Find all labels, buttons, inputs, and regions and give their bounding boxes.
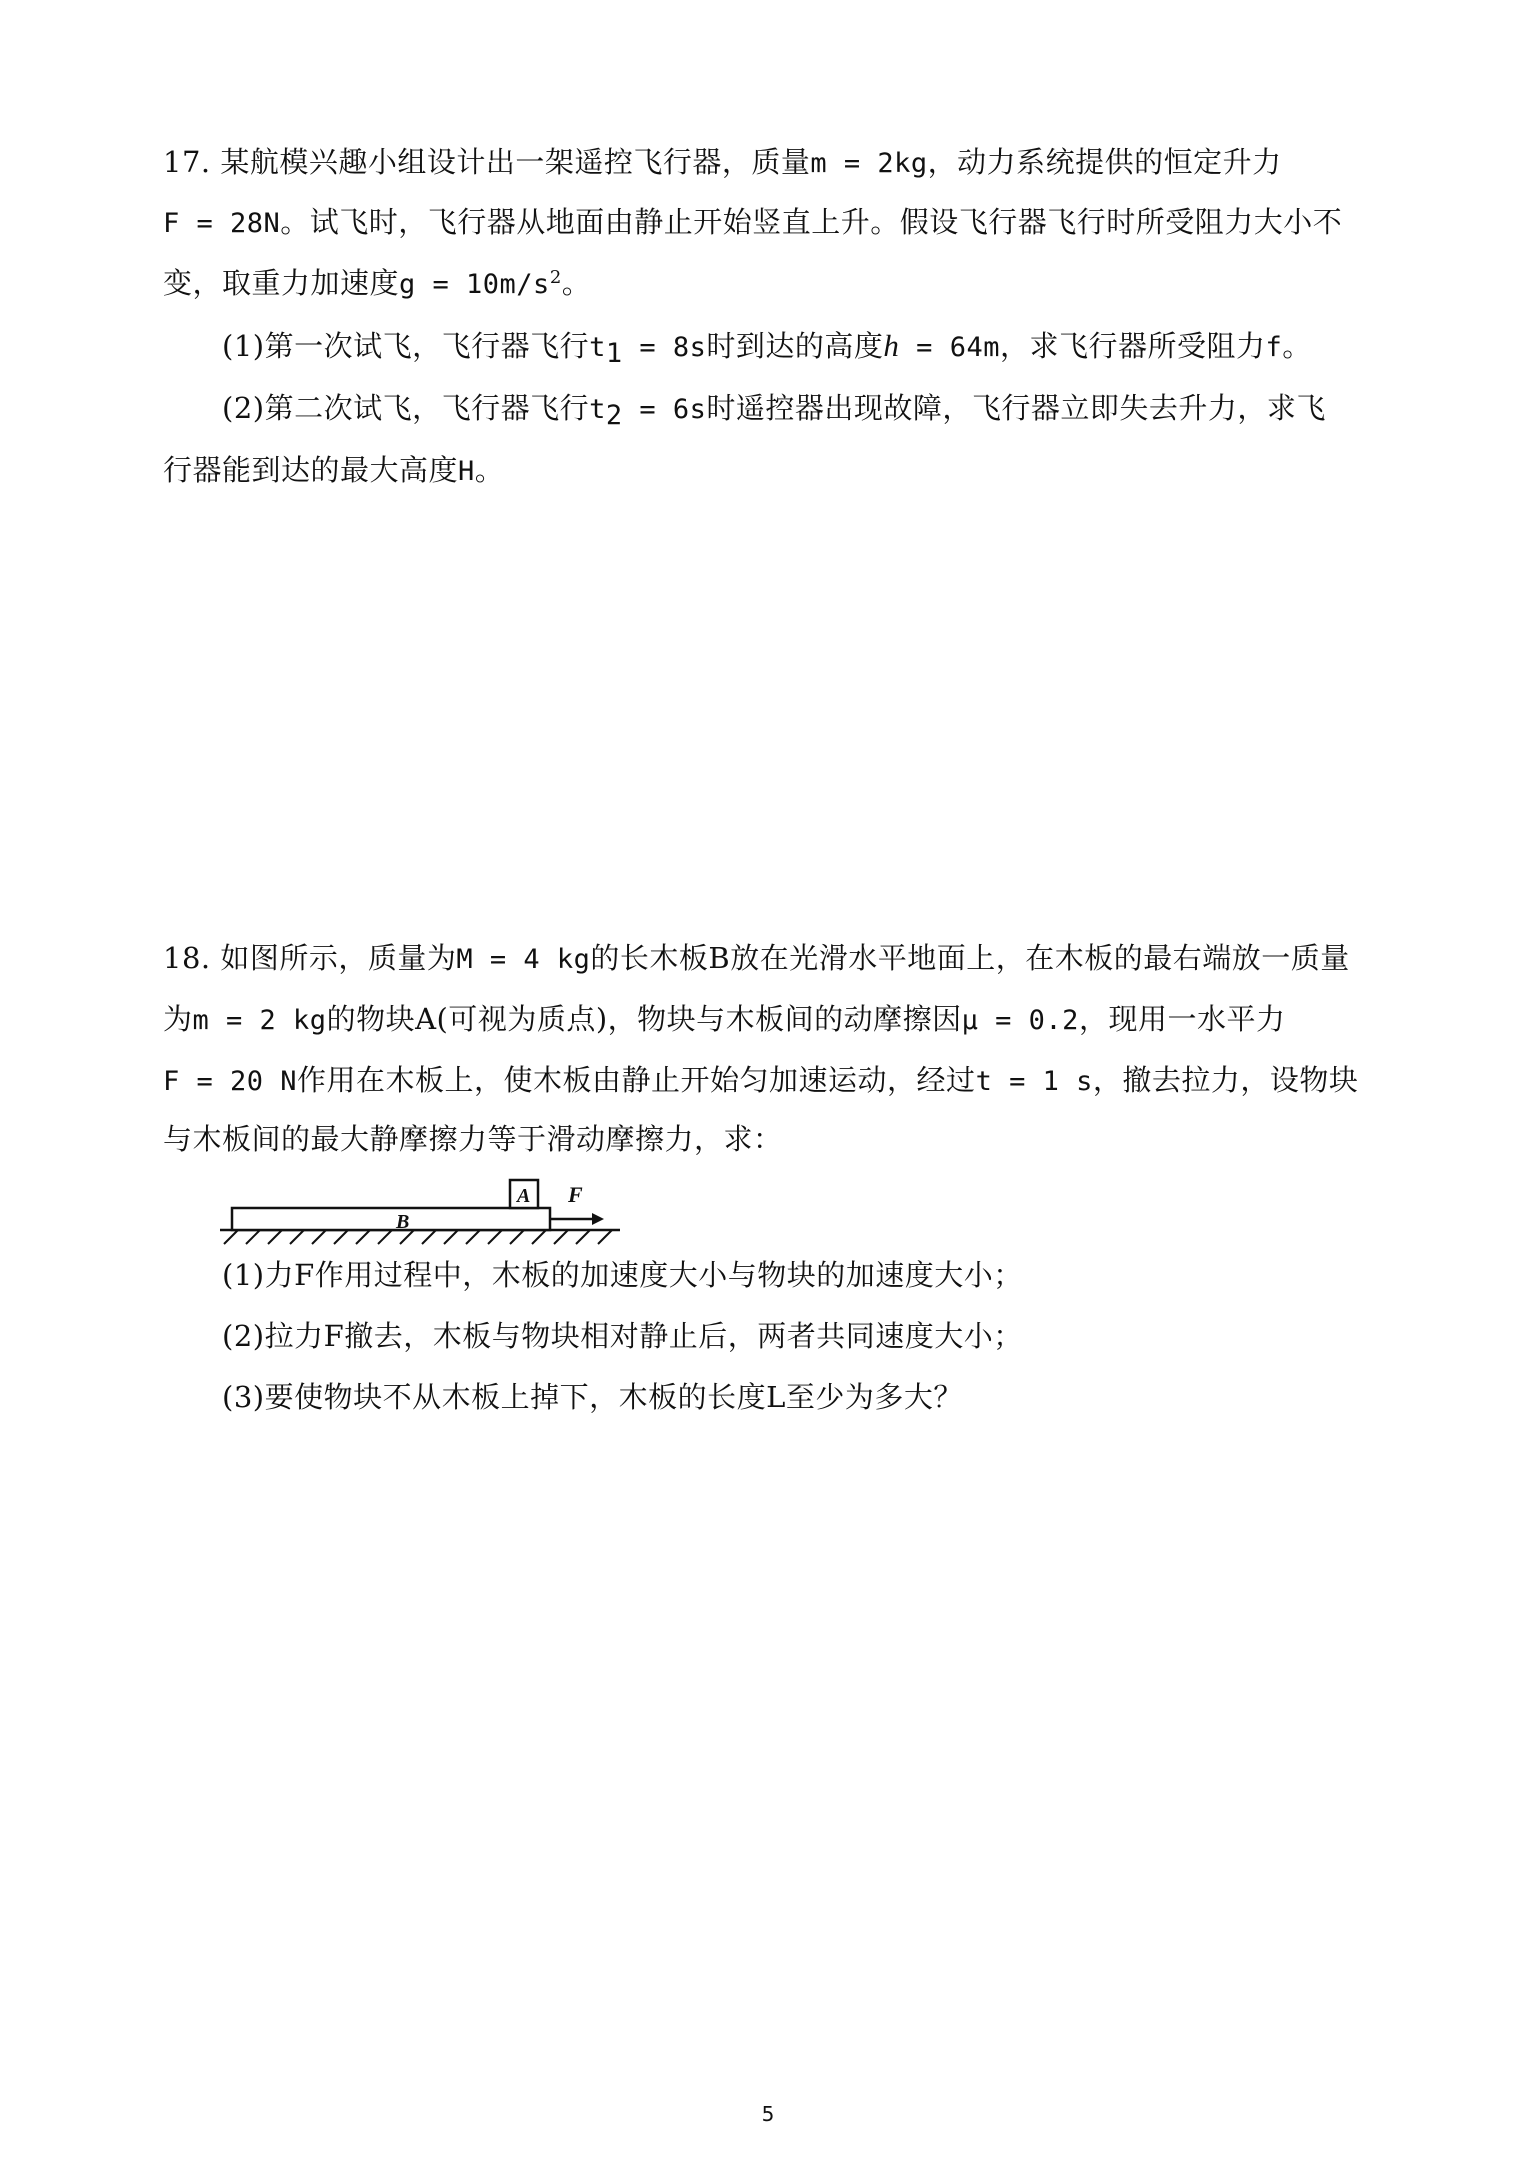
q17-part-2-line-2: 行器能到达的最大高度H。: [163, 453, 505, 487]
q18-part-2: (2)拉力F撤去，木板与物块相对静止后，两者共同速度大小；: [222, 1319, 1023, 1353]
label-f: F: [568, 1182, 583, 1207]
label-b: B: [396, 1211, 410, 1233]
force-arrow-head: [592, 1213, 604, 1225]
figure-svg: [220, 1168, 640, 1248]
label-a: A: [517, 1185, 531, 1207]
q17-line-3: 变，取重力加速度$g = 10m/s^2$。: [163, 266, 592, 300]
q17-line-1: 17. 某航模兴趣小组设计出一架遥控飞行器，质量m = 2kg，动力系统提供的恒定升力: [163, 145, 1282, 179]
q17-force: F = 28N: [163, 208, 281, 239]
board-b: [232, 1208, 550, 1230]
q18-line-3: F = 20 N作用在木板上，使木板由静止开始匀加速运动，经过t = 1 s，撤去拉力，设物块: [163, 1063, 1359, 1097]
q18-part-1: (1)力F作用过程中，木板的加速度大小与物块的加速度大小；: [222, 1258, 1023, 1292]
q17-line-2: F = 28N。试飞时，飞行器从地面由静止开始竖直上升。假设飞行器飞行时所受阻力大小不: [163, 205, 1343, 239]
board-block-figure: [220, 1168, 640, 1252]
q17-part-1: (1)第一次试飞，飞行器飞行$t_1 = 8s$时到达的高度h = 64m，求飞行器所受阻力f。: [222, 328, 1312, 369]
page-number: 5: [761, 2102, 775, 2126]
q18-line-1: 18. 如图所示，质量为M = 4 kg的长木板B放在光滑水平地面上，在木板的最右端放一质量: [163, 941, 1350, 975]
q17-mass: m = 2kg: [810, 148, 928, 179]
q17-gravity: g = 10m/s: [399, 269, 550, 300]
q18-line-4: 与木板间的最大静摩擦力等于滑动摩擦力，求：: [163, 1122, 783, 1156]
q18-line-2: 为m = 2 kg的物块A(可视为质点)，物块与木板间的动摩擦因μ = 0.2，现用一水平力: [163, 1002, 1286, 1036]
q18-part-3: (3)要使物块不从木板上掉下，木板的长度L至少为多大？: [222, 1380, 963, 1414]
ground-hatching: [224, 1230, 612, 1244]
q17-part-2-line-1: (2)第二次试飞，飞行器飞行$t_2 = 6s$时遥控器出现故障，飞行器立即失去升力，求飞: [222, 391, 1326, 431]
